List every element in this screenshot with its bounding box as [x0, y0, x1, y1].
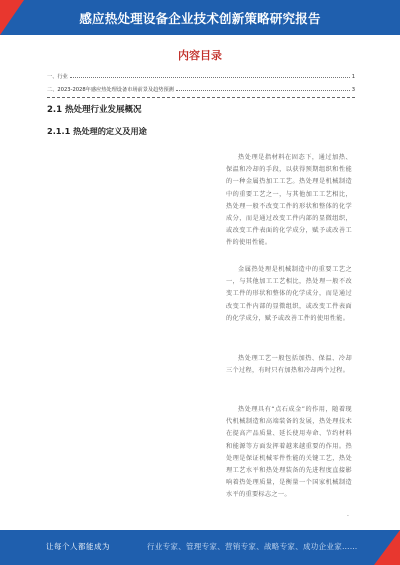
section-heading: 2.1 热处理行业发展概况	[47, 105, 142, 115]
footer-tagline: 行业专家、管理专家、营销专家、战略专家、成功企业家……	[147, 542, 358, 551]
toc-entry-page: 3	[351, 87, 355, 93]
body-paragraph: 热处理是指材料在固态下，通过加热、保温和冷却的手段，以获得预期组织和性能的一种金属热加工工艺。热处理是机械制造中的重要工艺之一，与其他加工工艺相比，热处理一般不改变工件的形状和整体的化学成分，而是通过改变工件内部的显微组织，或改变工件表面的化学成分，赋予或改善工件的使用性能。	[226, 154, 352, 247]
toc-entry[interactable]	[47, 83, 355, 93]
footer-red-corner	[374, 530, 400, 565]
body-paragraph: 金属热处理是机械制造中的重要工艺之一，与其他加工工艺相比，热处理一般不改变工件的形状和整体的化学成分，而是通过改变工件内部的显微组织，或改变工件表面的化学成分，赋予或改善工件的使用性能。	[226, 266, 352, 322]
page-marker: ·	[347, 513, 349, 520]
toc-entry-label: 二、2023-2028年感应热处理设备市场前景及趋势预测	[47, 87, 174, 93]
footer-slogan: 让每个人都能成为	[46, 542, 110, 551]
body-paragraph: 热处理具有“点石成金”的作用，随着现代机械制造和高端装备的发展，热处理技术在提高产品质量、延长使用寿命、节约材料和能源等方面发挥着越来越重要的作用。热处理是保证机械零件性能的关键工艺，热处理工艺水平和热处理装备的先进程度直接影响着热处理质量，是衡量一个国家机械制造水平的重要标志之一。	[226, 406, 352, 499]
toc-entry-label: 一、行业	[47, 74, 68, 80]
footer-bar	[0, 530, 400, 565]
toc-dot-leader	[176, 90, 350, 91]
toc-dot-leader	[70, 77, 350, 78]
toc-title: 内容目录	[178, 49, 222, 62]
header-bar	[0, 0, 400, 35]
report-title: 感应热处理设备企业技术创新策略研究报告	[79, 11, 321, 26]
toc-entry-page: 1	[351, 74, 355, 80]
body-paragraph: 热处理工艺一般包括加热、保温、冷却三个过程，有时只有加热和冷却两个过程。	[226, 355, 352, 375]
toc-entry[interactable]	[47, 70, 355, 80]
toc-divider	[47, 97, 355, 98]
subsection-heading: 2.1.1 热处理的定义及用途	[47, 126, 147, 136]
